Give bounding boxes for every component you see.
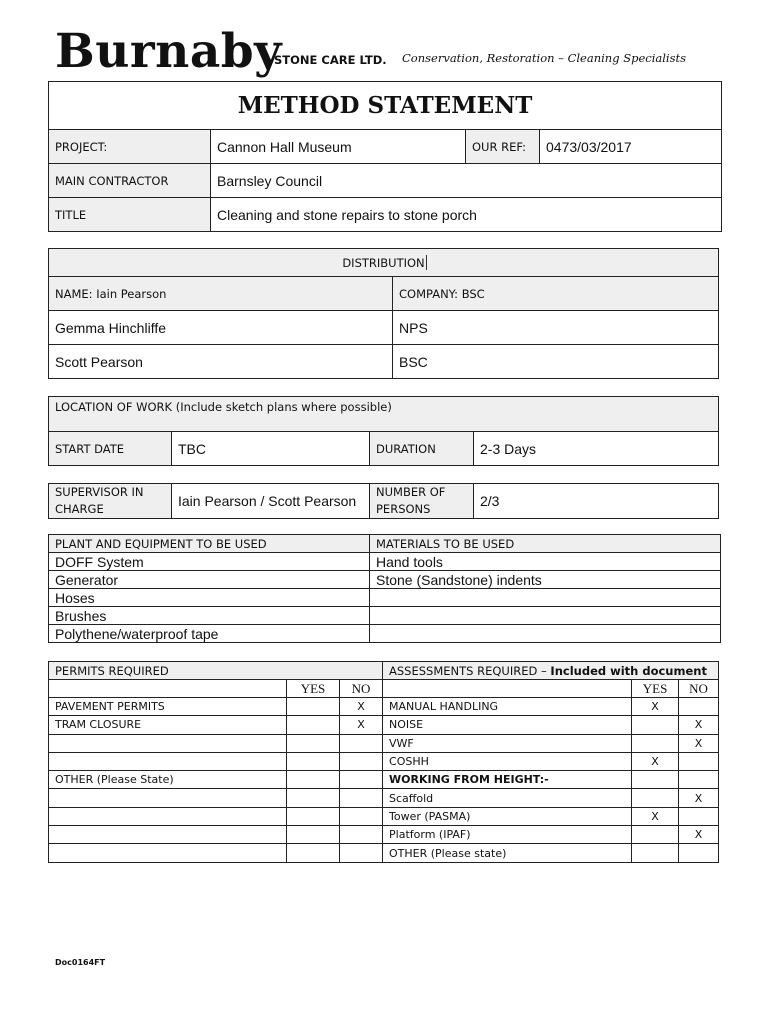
assessment-no-mark[interactable] (679, 844, 719, 863)
assessment-name[interactable]: COSHH (383, 752, 632, 770)
assessments-yes-header: YES (632, 680, 679, 698)
plant-item[interactable]: Polythene/waterproof tape (49, 625, 370, 643)
distribution-row (49, 311, 719, 345)
assessment-no-mark[interactable] (679, 698, 719, 716)
assessment-no-mark[interactable]: X (679, 734, 719, 752)
equipment-row (49, 571, 721, 589)
permit-no-mark[interactable] (340, 752, 383, 770)
permit-name[interactable] (49, 826, 287, 844)
distribution-heading: DISTRIBUTION (49, 249, 719, 277)
permit-name[interactable]: TRAM CLOSURE (49, 716, 287, 734)
document-code: Doc0164FT (55, 958, 106, 967)
our-ref-value[interactable]: 0473/03/2017 (540, 130, 722, 164)
permit-no-mark[interactable] (340, 789, 383, 807)
assessment-name[interactable]: NOISE (383, 716, 632, 734)
permit-no-mark[interactable] (340, 826, 383, 844)
assessment-yes-mark[interactable]: X (632, 807, 679, 825)
assessments-header-main: ASSESSMENTS REQUIRED – (389, 663, 547, 678)
distribution-company[interactable]: BSC (393, 345, 719, 379)
permits-body (49, 698, 719, 863)
material-item[interactable] (370, 589, 721, 607)
permits-header: PERMITS REQUIRED (49, 662, 383, 680)
equipment-row (49, 625, 721, 643)
permit-name[interactable] (49, 789, 287, 807)
permit-assessment-row (49, 826, 719, 844)
permit-assessment-row (49, 734, 719, 752)
material-item[interactable]: Hand tools (370, 553, 721, 571)
distribution-name[interactable]: Gemma Hinchliffe (49, 311, 393, 345)
distribution-company-header: COMPANY: BSC (393, 277, 719, 311)
distribution-name[interactable]: Scott Pearson (49, 345, 393, 379)
start-date-value[interactable]: TBC (172, 432, 370, 466)
number-of-persons-label: NUMBER OF PERSONS (370, 484, 474, 519)
location-heading: LOCATION OF WORK (Include sketch plans where possible) (49, 397, 719, 432)
permit-yes-mark[interactable] (287, 716, 340, 734)
assessment-name[interactable]: Scaffold (383, 789, 632, 807)
assessment-yes-mark[interactable]: X (632, 698, 679, 716)
supervisor-value[interactable]: Iain Pearson / Scott Pearson (172, 484, 370, 519)
company-tagline: Conservation, Restoration – Cleaning Specialists (402, 51, 687, 65)
permit-yes-mark[interactable] (287, 807, 340, 825)
distribution-name-header: NAME: Iain Pearson (49, 277, 393, 311)
permit-assessment-row (49, 716, 719, 734)
assessments-no-header: NO (679, 680, 719, 698)
permit-no-mark[interactable] (340, 807, 383, 825)
number-of-persons-value[interactable]: 2/3 (474, 484, 719, 519)
main-contractor-label: MAIN CONTRACTOR (49, 164, 211, 198)
permit-yes-mark[interactable] (287, 789, 340, 807)
assessments-subheader-blank (383, 680, 632, 698)
assessment-no-mark[interactable] (679, 752, 719, 770)
supervisor-label: SUPERVISOR IN CHARGE (49, 484, 172, 519)
permit-assessment-row (49, 771, 719, 789)
permits-subheader-blank (49, 680, 287, 698)
material-item[interactable]: Stone (Sandstone) indents (370, 571, 721, 589)
permit-yes-mark[interactable] (287, 734, 340, 752)
project-label: PROJECT: (49, 130, 211, 164)
assessment-no-mark[interactable]: X (679, 789, 719, 807)
permit-yes-mark[interactable] (287, 752, 340, 770)
equipment-row (49, 553, 721, 571)
materials-header: MATERIALS TO BE USED (370, 535, 721, 553)
title-value[interactable]: Cleaning and stone repairs to stone porch (211, 198, 722, 232)
permit-assessment-row (49, 698, 719, 716)
equipment-row (49, 589, 721, 607)
distribution-row (49, 345, 719, 379)
assessment-name[interactable]: Platform (IPAF) (383, 826, 632, 844)
permits-no-header: NO (340, 680, 383, 698)
assessment-yes-mark[interactable] (632, 734, 679, 752)
plant-item[interactable]: Brushes (49, 607, 370, 625)
assessments-header (383, 662, 719, 680)
permit-no-mark[interactable] (340, 734, 383, 752)
permit-no-mark[interactable]: X (340, 698, 383, 716)
permit-yes-mark[interactable] (287, 826, 340, 844)
main-contractor-value[interactable]: Barnsley Council (211, 164, 722, 198)
distribution-company[interactable]: NPS (393, 311, 719, 345)
permit-name[interactable] (49, 734, 287, 752)
material-item[interactable] (370, 607, 721, 625)
assessment-name[interactable]: MANUAL HANDLING (383, 698, 632, 716)
assessment-no-mark[interactable]: X (679, 826, 719, 844)
supervisor-table (48, 483, 719, 519)
assessment-yes-mark[interactable]: X (632, 752, 679, 770)
permit-assessment-row (49, 807, 719, 825)
assessment-yes-mark[interactable] (632, 844, 679, 863)
permit-assessment-row (49, 752, 719, 770)
duration-label: DURATION (370, 432, 474, 466)
equipment-table (48, 534, 721, 643)
title-label: TITLE (49, 198, 211, 232)
permit-yes-mark[interactable] (287, 698, 340, 716)
permit-name[interactable] (49, 807, 287, 825)
permit-no-mark[interactable] (340, 844, 383, 863)
permits-yes-header: YES (287, 680, 340, 698)
plant-item[interactable]: Hoses (49, 589, 370, 607)
material-item[interactable] (370, 625, 721, 643)
permit-assessment-row (49, 844, 719, 863)
permit-assessment-row (49, 789, 719, 807)
method-statement-table (48, 81, 722, 232)
text-cursor (426, 255, 427, 270)
plant-item[interactable]: DOFF System (49, 553, 370, 571)
assessment-name[interactable]: VWF (383, 734, 632, 752)
assessment-yes-mark[interactable] (632, 771, 679, 789)
project-value[interactable]: Cannon Hall Museum (211, 130, 466, 164)
assessment-yes-mark[interactable] (632, 789, 679, 807)
duration-value[interactable]: 2-3 Days (474, 432, 719, 466)
assessment-no-mark[interactable] (679, 771, 719, 789)
company-suffix: STONE CARE LTD. (274, 53, 387, 67)
assessment-no-mark[interactable] (679, 807, 719, 825)
location-table (48, 396, 719, 466)
plant-header: PLANT AND EQUIPMENT TO BE USED (49, 535, 370, 553)
permit-yes-mark[interactable] (287, 844, 340, 863)
page-title: METHOD STATEMENT (49, 82, 722, 130)
company-logo-text: Burnaby (55, 24, 282, 79)
assessments-header-note: Included with document (550, 663, 707, 678)
assessment-yes-mark[interactable] (632, 716, 679, 734)
assessment-name[interactable]: OTHER (Please state) (383, 844, 632, 863)
plant-item[interactable]: Generator (49, 571, 370, 589)
permit-name[interactable]: OTHER (Please State) (49, 771, 287, 789)
permit-name[interactable]: PAVEMENT PERMITS (49, 698, 287, 716)
permit-no-mark[interactable]: X (340, 716, 383, 734)
assessment-name[interactable]: Tower (PASMA) (383, 807, 632, 825)
assessment-no-mark[interactable]: X (679, 716, 719, 734)
our-ref-label: OUR REF: (466, 130, 540, 164)
assessment-name[interactable]: WORKING FROM HEIGHT:- (383, 771, 632, 789)
distribution-table (48, 248, 719, 379)
assessment-yes-mark[interactable] (632, 826, 679, 844)
permit-no-mark[interactable] (340, 771, 383, 789)
equipment-row (49, 607, 721, 625)
permit-name[interactable] (49, 844, 287, 863)
permit-name[interactable] (49, 752, 287, 770)
start-date-label: START DATE (49, 432, 172, 466)
permit-yes-mark[interactable] (287, 771, 340, 789)
permits-assessments-table (48, 661, 719, 863)
